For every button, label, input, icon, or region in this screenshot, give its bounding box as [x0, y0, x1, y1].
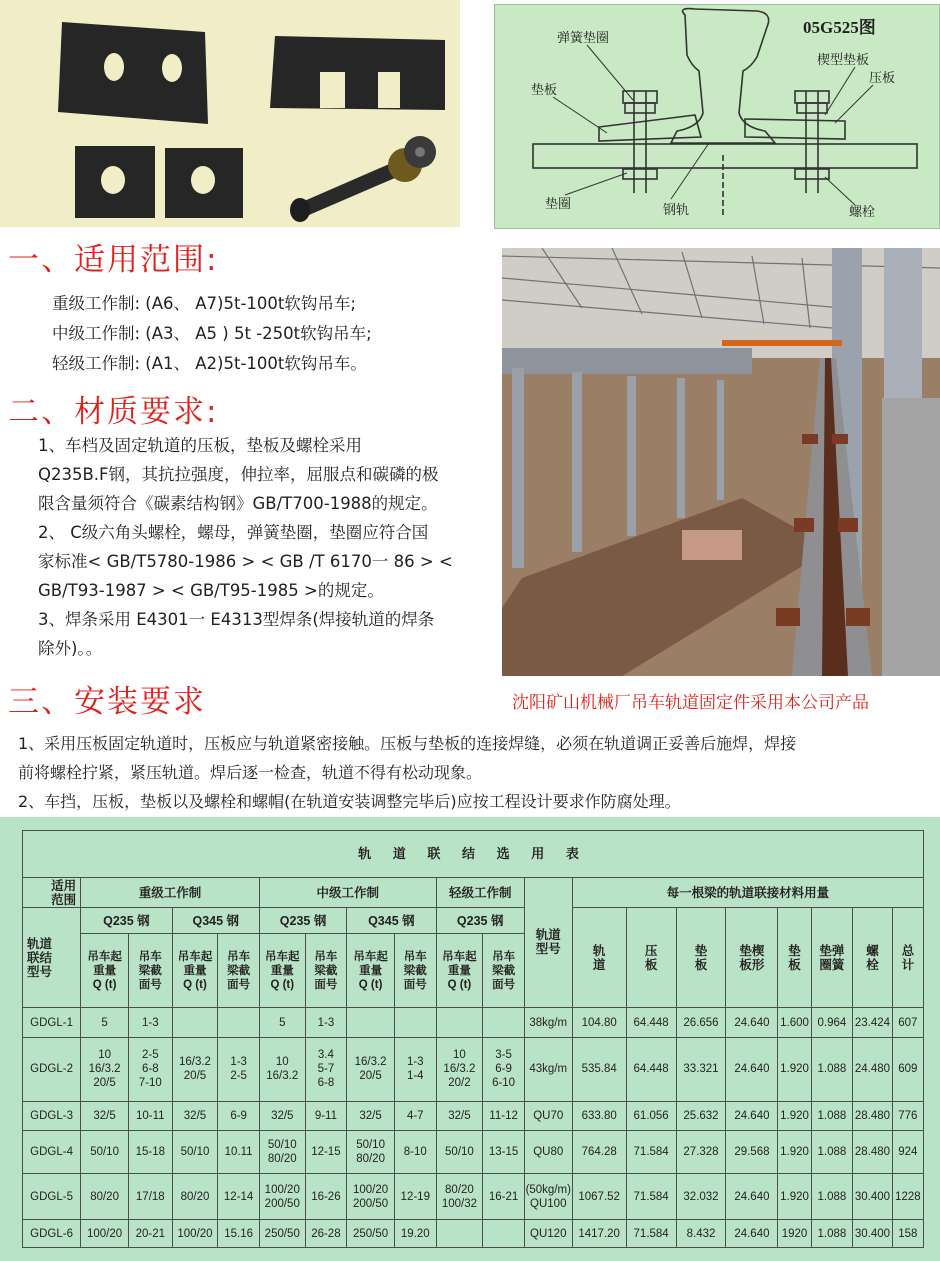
- header-mat-spring-washer: 垫弹 圈簧: [811, 908, 853, 1008]
- table-cell: 80/20: [172, 1173, 218, 1220]
- header-materials: 每一根梁的轨道联接材料用量: [572, 877, 923, 908]
- table-cell: 776: [892, 1101, 923, 1131]
- table-cell: 30.400: [853, 1220, 892, 1248]
- rail-fastening-diagram: [494, 4, 940, 229]
- table-cell: 104.80: [572, 1008, 626, 1038]
- table-cell: 10 16/3.2 20/5: [81, 1037, 129, 1101]
- table-cell: 609: [892, 1037, 923, 1101]
- table-cell: 1.088: [811, 1131, 853, 1173]
- table-cell: 9-11: [305, 1101, 347, 1131]
- table-cell: 32/5: [436, 1101, 483, 1131]
- table-cell: 16-21: [483, 1173, 525, 1220]
- press-plate-u: [270, 36, 445, 110]
- table-cell: 24.640: [726, 1220, 778, 1248]
- table-cell: 24.640: [726, 1037, 778, 1101]
- table-cell: QU80: [524, 1131, 572, 1173]
- table-cell: 1.920: [778, 1173, 811, 1220]
- section-2-line: 1、车档及固定轨道的压板，垫板及螺栓采用: [38, 436, 362, 455]
- bolt-with-nut: [290, 136, 436, 222]
- table-cell: (50kg/m) QU100: [524, 1173, 572, 1220]
- row-model-cell: GDGL-5: [23, 1173, 81, 1220]
- table-row: [23, 1101, 924, 1131]
- label-spring-washer: 弹簧垫圈: [557, 31, 610, 46]
- table-cell: 8.432: [676, 1220, 726, 1248]
- section-2-line: 限含量须符合《碳素结构钢》GB/T700-1988的规定。: [38, 494, 438, 513]
- table-cell: 33.321: [676, 1037, 726, 1101]
- table-cell: [394, 1008, 436, 1038]
- table-cell: [347, 1008, 395, 1038]
- table-cell: 1.920: [778, 1037, 811, 1101]
- table-cell: 12-19: [394, 1173, 436, 1220]
- table-title-row: [23, 831, 924, 878]
- table-cell: 13-15: [483, 1131, 525, 1173]
- header-q235-heavy: Q235 钢: [81, 908, 172, 933]
- label-rail: 钢轨: [663, 203, 690, 218]
- table-cell: 3.4 5-7 6-8: [305, 1037, 347, 1101]
- table-cell: 20-21: [128, 1220, 172, 1248]
- section-3-line: 前将螺栓拧紧，紧压轨道。焊后逐一检查，轨道不得有松动现象。: [18, 763, 483, 782]
- table-cell: 16/3.2 20/5: [347, 1037, 395, 1101]
- table-cell: 250/50: [259, 1220, 305, 1248]
- table-cell: [436, 1008, 483, 1038]
- table-cell: 1-3: [305, 1008, 347, 1038]
- rail-connection-table-panel: [0, 817, 940, 1261]
- header-crane-weight: 吊车起 重量 Q (t): [347, 933, 395, 1007]
- table-cell: 27.328: [676, 1131, 726, 1173]
- table-cell: QU120: [524, 1220, 572, 1248]
- table-cell: 26.656: [676, 1008, 726, 1038]
- table-cell: 80/20 100/32: [436, 1173, 483, 1220]
- header-rail-type: 轨道 型号: [524, 877, 572, 1008]
- table-cell: 32/5: [347, 1101, 395, 1131]
- table-cell: 535.84: [572, 1037, 626, 1101]
- header-medium-duty: 中级工作制: [259, 877, 436, 908]
- table-cell: 250/50: [347, 1220, 395, 1248]
- header-q345-medium: Q345 钢: [347, 908, 436, 933]
- table-cell: 71.584: [626, 1220, 676, 1248]
- table-cell: 24.640: [726, 1101, 778, 1131]
- construction-site-photo: [502, 248, 940, 676]
- table-cell: 16-26: [305, 1173, 347, 1220]
- table-cell: [436, 1220, 483, 1248]
- table-cell: 15-18: [128, 1131, 172, 1173]
- header-crane-weight: 吊车起 重量 Q (t): [259, 933, 305, 1007]
- table-cell: 17/18: [128, 1173, 172, 1220]
- table-cell: 24.480: [853, 1037, 892, 1101]
- table-cell: 43kg/m: [524, 1037, 572, 1101]
- header-q345-heavy: Q345 钢: [172, 908, 259, 933]
- table-row: [23, 1008, 924, 1038]
- section-2-line: GB/T93-1987 > < GB/T95-1985 >的规定。: [38, 581, 384, 600]
- header-girder-section: 吊车 梁截 面号: [218, 933, 260, 1007]
- table-cell: 50/10: [81, 1131, 129, 1173]
- table-cell: 2-5 6-8 7-10: [128, 1037, 172, 1101]
- table-cell: 15.16: [218, 1220, 260, 1248]
- table-cell: 8-10: [394, 1131, 436, 1173]
- header-crane-weight: 吊车起 重量 Q (t): [172, 933, 218, 1007]
- table-cell: 38kg/m: [524, 1008, 572, 1038]
- table-cell: 71.584: [626, 1173, 676, 1220]
- table-cell: 4-7: [394, 1101, 436, 1131]
- table-cell: 64.448: [626, 1008, 676, 1038]
- section-3-line: 2、车挡，压板，垫板以及螺栓和螺帽(在轨道安装调整完毕后)应按工程设计要求作防腐处理。: [18, 792, 681, 811]
- row-model-cell: GDGL-2: [23, 1037, 81, 1101]
- table-cell: 50/10 80/20: [259, 1131, 305, 1173]
- table-cell: 23.424: [853, 1008, 892, 1038]
- table-cell: 100/20 200/50: [259, 1173, 305, 1220]
- table-cell: 1920: [778, 1220, 811, 1248]
- table-cell: 26-28: [305, 1220, 347, 1248]
- table-cell: 10 16/3.2: [259, 1037, 305, 1101]
- header-mat-washer: 垫 板: [778, 908, 811, 1008]
- table-cell: 5: [259, 1008, 305, 1038]
- table-row: [23, 1131, 924, 1173]
- hardware-parts-photo: [0, 0, 460, 227]
- diagram-code: 05G525图: [803, 18, 876, 37]
- table-corner-top: 适用 范围: [23, 877, 81, 908]
- table-cell: 32/5: [81, 1101, 129, 1131]
- section-2-line: 家标准< GB/T5780-1986 > < GB /T 6170一 86 > <: [38, 552, 453, 571]
- site-photo-illustration: [502, 248, 940, 676]
- table-cell: 10.11: [218, 1131, 260, 1173]
- table-cell: 764.28: [572, 1131, 626, 1173]
- table-cell: 61.056: [626, 1101, 676, 1131]
- header-heavy-duty: 重级工作制: [81, 877, 260, 908]
- table-row: [23, 1220, 924, 1248]
- section-3-line: 1、采用压板固定轨道时，压板应与轨道紧密接触。压板与垫板的连接焊缝，必须在轨道调正妥善后施焊，焊接: [18, 734, 797, 753]
- section-1-title: 一、适用范围:: [8, 242, 219, 278]
- table-cell: 1228: [892, 1173, 923, 1220]
- header-crane-weight: 吊车起 重量 Q (t): [81, 933, 129, 1007]
- table-cell: 3-5 6-9 6-10: [483, 1037, 525, 1101]
- table-cell: 0.964: [811, 1008, 853, 1038]
- table-cell: 924: [892, 1131, 923, 1173]
- table-cell: 19.20: [394, 1220, 436, 1248]
- table-cell: 1.920: [778, 1101, 811, 1131]
- table-cell: 32/5: [259, 1101, 305, 1131]
- header-mat-pad-plate: 垫 板: [676, 908, 726, 1008]
- header-q235-medium: Q235 钢: [259, 908, 346, 933]
- table-header-row: [23, 908, 924, 933]
- table-cell: 24.640: [726, 1008, 778, 1038]
- table-cell: 12-15: [305, 1131, 347, 1173]
- table-cell: 30.400: [853, 1173, 892, 1220]
- hardware-parts-illustration: [0, 0, 460, 227]
- table-cell: 1067.52: [572, 1173, 626, 1220]
- table-row: [23, 1173, 924, 1220]
- label-bolt: 螺栓: [849, 205, 876, 220]
- table-cell: 29.568: [726, 1131, 778, 1173]
- photo-caption: 沈阳矿山机械厂吊车轨道固定件采用本公司产品: [512, 693, 869, 713]
- table-title: 轨 道 联 结 选 用 表: [23, 831, 924, 878]
- table-cell: 28.480: [853, 1131, 892, 1173]
- pad-plate-slotted: [58, 22, 208, 124]
- table-cell: 1.088: [811, 1037, 853, 1101]
- table-cell: 5: [81, 1008, 129, 1038]
- section-2-line: Q235B.F钢，其抗拉强度，伸拉率，屈服点和碳磷的极: [38, 465, 439, 484]
- table-cell: 80/20: [81, 1173, 129, 1220]
- square-washer-1: [75, 146, 155, 218]
- table-cell: [483, 1008, 525, 1038]
- table-cell: [172, 1008, 218, 1038]
- header-crane-weight: 吊车起 重量 Q (t): [436, 933, 483, 1007]
- table-cell: 50/10: [172, 1131, 218, 1173]
- rail-connection-table: [22, 830, 924, 1248]
- table-cell: QU70: [524, 1101, 572, 1131]
- table-cell: 1417.20: [572, 1220, 626, 1248]
- table-cell: 10-11: [128, 1101, 172, 1131]
- header-q235-light: Q235 钢: [436, 908, 524, 933]
- table-cell: 24.640: [726, 1173, 778, 1220]
- table-cell: 1-3 1-4: [394, 1037, 436, 1101]
- table-row: [23, 1037, 924, 1101]
- table-cell: 1.600: [778, 1008, 811, 1038]
- row-model-cell: GDGL-6: [23, 1220, 81, 1248]
- table-header-row: [23, 877, 924, 908]
- table-cell: 100/20: [81, 1220, 129, 1248]
- header-girder-section: 吊车 梁截 面号: [483, 933, 525, 1007]
- table-cell: 11-12: [483, 1101, 525, 1131]
- table-cell: 32.032: [676, 1173, 726, 1220]
- table-cell: 1.920: [778, 1131, 811, 1173]
- table-cell: 607: [892, 1008, 923, 1038]
- section-2-line: 除外)。。: [38, 639, 103, 658]
- label-wedge-pad: 楔型垫板: [817, 53, 870, 68]
- table-cell: 50/10 80/20: [347, 1131, 395, 1173]
- table-cell: 1.088: [811, 1220, 853, 1248]
- table-cell: 158: [892, 1220, 923, 1248]
- row-model-cell: GDGL-4: [23, 1131, 81, 1173]
- section-1-line: 中级工作制: (A3、 A5 ) 5t -250t软钩吊车;: [52, 324, 372, 343]
- header-mat-press-plate: 压 板: [626, 908, 676, 1008]
- table-cell: 6-9: [218, 1101, 260, 1131]
- header-mat-bolt: 螺 栓: [853, 908, 892, 1008]
- section-1-line: 重级工作制: (A6、 A7)5t-100t软钩吊车;: [52, 294, 356, 313]
- section-2-title: 二、材质要求:: [8, 394, 219, 430]
- section-1-line: 轻级工作制: (A1、 A2)5t-100t软钩吊车。: [52, 354, 367, 373]
- table-body: [23, 1008, 924, 1248]
- table-cell: 1.088: [811, 1173, 853, 1220]
- table-cell: 1.088: [811, 1101, 853, 1131]
- table-cell: 28.480: [853, 1101, 892, 1131]
- label-washer: 垫圈: [545, 197, 572, 212]
- table-cell: 633.80: [572, 1101, 626, 1131]
- table-cell: 64.448: [626, 1037, 676, 1101]
- table-cell: 1-3 2-5: [218, 1037, 260, 1101]
- label-pad-plate: 垫板: [531, 83, 558, 98]
- section-2-line: 2、 C级六角头螺栓，螺母，弹簧垫圈，垫圈应符合国: [38, 523, 429, 542]
- table-cell: [483, 1220, 525, 1248]
- header-mat-wedge-plate: 垫楔 板形: [726, 908, 778, 1008]
- table-cell: [218, 1008, 260, 1038]
- table-cell: 25.632: [676, 1101, 726, 1131]
- header-light-duty: 轻级工作制: [436, 877, 524, 908]
- table-corner-bottom: 轨道 联结 型号: [23, 908, 81, 1008]
- table-cell: 10 16/3.2 20/2: [436, 1037, 483, 1101]
- header-girder-section: 吊车 梁截 面号: [394, 933, 436, 1007]
- table-cell: 12-14: [218, 1173, 260, 1220]
- table-cell: 32/5: [172, 1101, 218, 1131]
- section-2-line: 3、焊条采用 E4301一 E4313型焊条(焊接轨道的焊条: [38, 610, 435, 629]
- section-3-title: 三、安装要求: [8, 684, 206, 720]
- table-cell: 100/20 200/50: [347, 1173, 395, 1220]
- header-girder-section: 吊车 梁截 面号: [128, 933, 172, 1007]
- table-cell: 50/10: [436, 1131, 483, 1173]
- table-cell: 100/20: [172, 1220, 218, 1248]
- table-cell: 1-3: [128, 1008, 172, 1038]
- header-mat-total: 总 计: [892, 908, 923, 1008]
- table-cell: 71.584: [626, 1131, 676, 1173]
- square-washer-2: [165, 148, 243, 218]
- row-model-cell: GDGL-1: [23, 1008, 81, 1038]
- header-girder-section: 吊车 梁截 面号: [305, 933, 347, 1007]
- label-press-plate: 压板: [869, 71, 896, 86]
- row-model-cell: GDGL-3: [23, 1101, 81, 1131]
- header-mat-rail: 轨 道: [572, 908, 626, 1008]
- table-cell: 16/3.2 20/5: [172, 1037, 218, 1101]
